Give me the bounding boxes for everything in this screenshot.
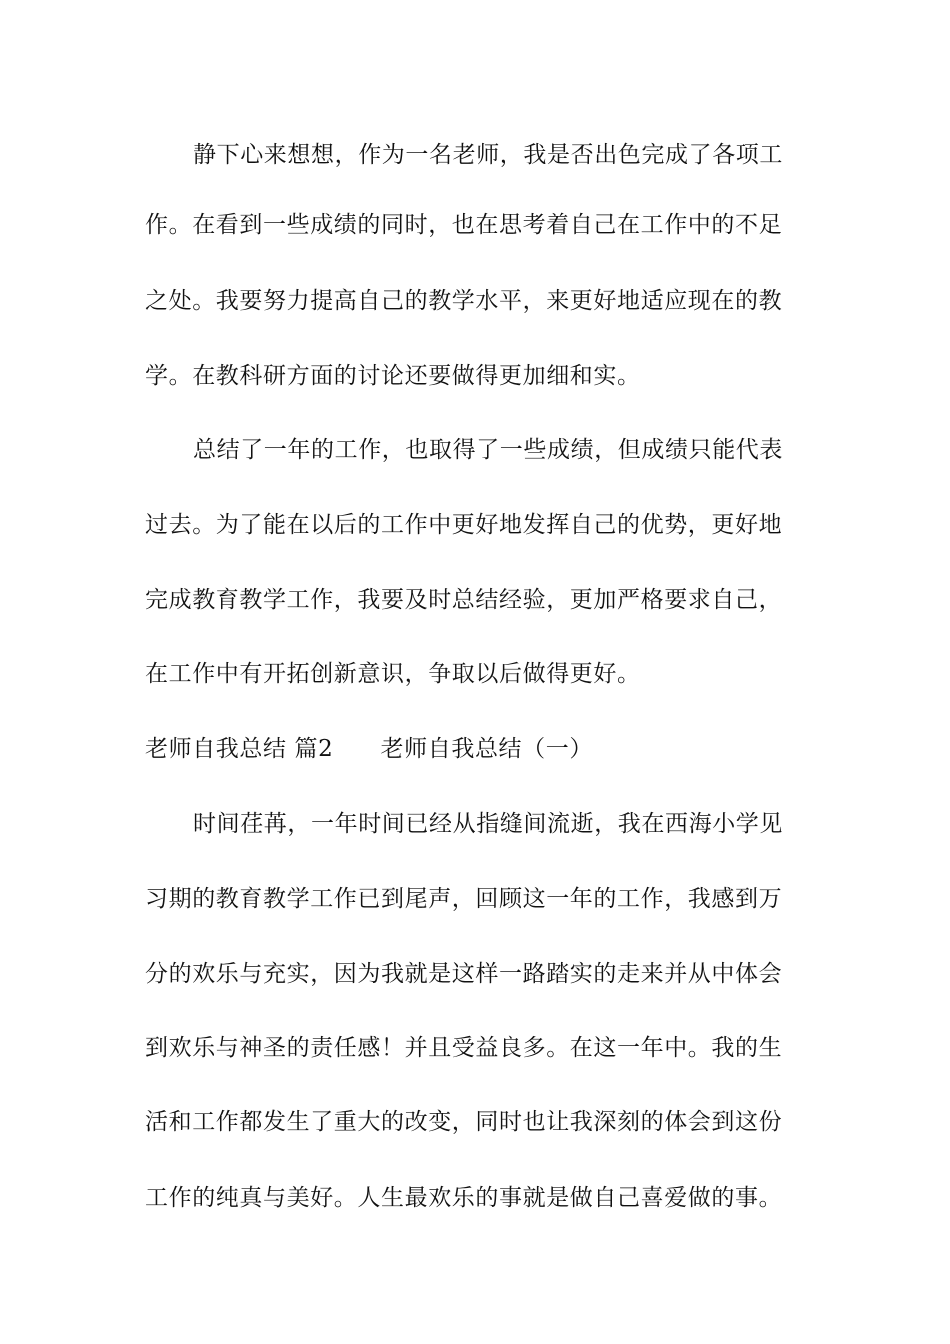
paragraph-line: 在工作中有开拓创新意识，争取以后做得更好。 (145, 661, 641, 687)
paragraph-line: 总结了一年的工作，也取得了一些成绩，但成绩只能代表 (193, 437, 783, 463)
paragraph-line: 作。在看到一些成绩的同时，也在思考着自己在工作中的不足 (145, 212, 783, 238)
paragraph-line: 过去。为了能在以后的工作中更好地发挥自己的优势，更好地 (145, 512, 783, 538)
paragraph-line: 学。在教科研方面的讨论还要做得更加细和实。 (145, 363, 641, 389)
paragraph-line: 分的欢乐与充实，因为我就是这样一路踏实的走来并从中体会 (145, 961, 783, 987)
paragraph-line: 静下心来想想，作为一名老师，我是否出色完成了各项工 (193, 142, 783, 168)
paragraph-line: 到欢乐与神圣的责任感！并且受益良多。在这一年中。我的生 (145, 1035, 783, 1061)
paragraph-line: 完成教育教学工作，我要及时总结经验，更加严格要求自己， (145, 587, 783, 613)
section-heading: 老师自我总结 篇2 老师自我总结（一） (145, 736, 593, 762)
paragraph-line: 习期的教育教学工作已到尾声，回顾这一年的工作，我感到万 (145, 886, 783, 912)
paragraph-line: 工作的纯真与美好。人生最欢乐的事就是做自己喜爱做的事。 (145, 1185, 783, 1211)
paragraph-line: 活和工作都发生了重大的改变，同时也让我深刻的体会到这份 (145, 1109, 783, 1135)
paragraph-line: 时间荏苒，一年时间已经从指缝间流逝，我在西海小学见 (193, 811, 783, 837)
paragraph-line: 之处。我要努力提高自己的教学水平，来更好地适应现在的教 (145, 288, 783, 314)
